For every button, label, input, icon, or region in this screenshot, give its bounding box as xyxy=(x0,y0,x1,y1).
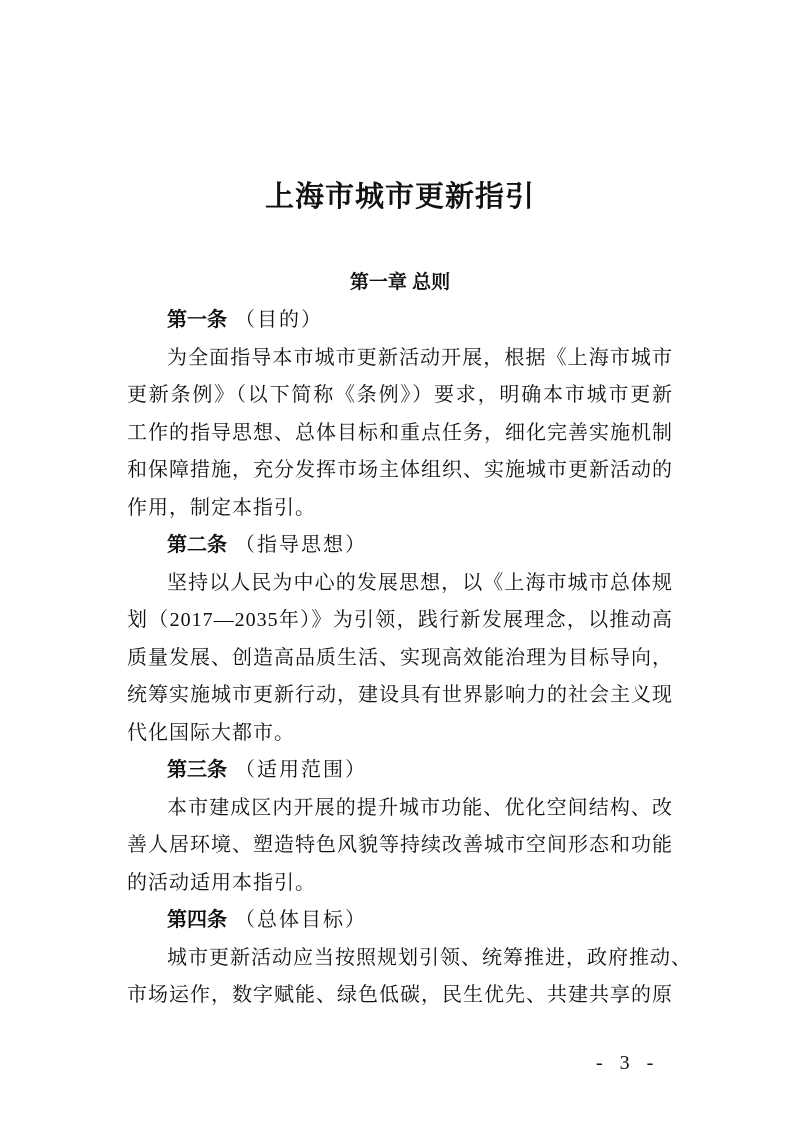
paragraph-line: 城市更新活动应当按照规划引领、统筹推进，政府推动、 xyxy=(167,946,692,969)
paragraph-line: 更新条例》（以下简称《条例》）要求，明确本市城市更新 xyxy=(127,384,673,406)
article-subtitle: （目的） xyxy=(235,309,323,331)
paragraph-line: 坚持以人民为中心的发展思想，以《上海市城市总体规 xyxy=(167,571,673,594)
paragraph-line: 善人居环境、塑造特色风貌等持续改善城市空间形态和功能 xyxy=(127,834,673,856)
article-label: 第三条 xyxy=(167,759,227,781)
article-heading xyxy=(127,527,673,565)
paragraph-line: 工作的指导思想、总体目标和重点任务，细化完善实施机制 xyxy=(127,421,673,444)
article-heading xyxy=(127,752,673,790)
article-heading xyxy=(127,302,673,340)
article-heading xyxy=(127,902,673,940)
document-body xyxy=(127,302,692,1015)
chapter-heading: 第一章 总则 xyxy=(349,272,451,293)
paragraph-line: 和保障措施，充分发挥市场主体组织、实施城市更新活动的 xyxy=(127,459,673,481)
paragraph-line: 质量发展、创造高品质生活、实现高效能治理为目标导向， xyxy=(127,646,673,669)
paragraph-line: 为全面指导本市城市更新活动开展，根据《上海市城市 xyxy=(167,346,673,369)
paragraph-line: 统筹实施城市更新行动，建设具有世界影响力的社会主义现 xyxy=(127,684,673,706)
paragraph-line: 划（2017—2035年）》为引领，践行新发展理念，以推动高 xyxy=(127,609,673,631)
document-title: 上海市城市更新指引 xyxy=(264,181,535,213)
paragraph-line: 市场运作，数字赋能、绿色低碳，民生优先、共建共享的原 xyxy=(127,984,673,1006)
page-number: - 3 - xyxy=(596,1052,660,1074)
article-label: 第一条 xyxy=(167,309,227,331)
paragraph-line: 本市建成区内开展的提升城市功能、优化空间结构、改 xyxy=(167,796,673,819)
article-subtitle: （总体目标） xyxy=(235,909,367,931)
article-subtitle: （适用范围） xyxy=(235,759,367,781)
paragraph-line: 的活动适用本指引。 xyxy=(127,871,316,894)
article-label: 第二条 xyxy=(167,534,227,556)
article-label: 第四条 xyxy=(167,909,227,931)
paragraph-line: 代化国际大都市。 xyxy=(127,721,295,744)
article-subtitle: （指导思想） xyxy=(235,534,367,556)
paragraph-line: 作用，制定本指引。 xyxy=(127,496,316,519)
